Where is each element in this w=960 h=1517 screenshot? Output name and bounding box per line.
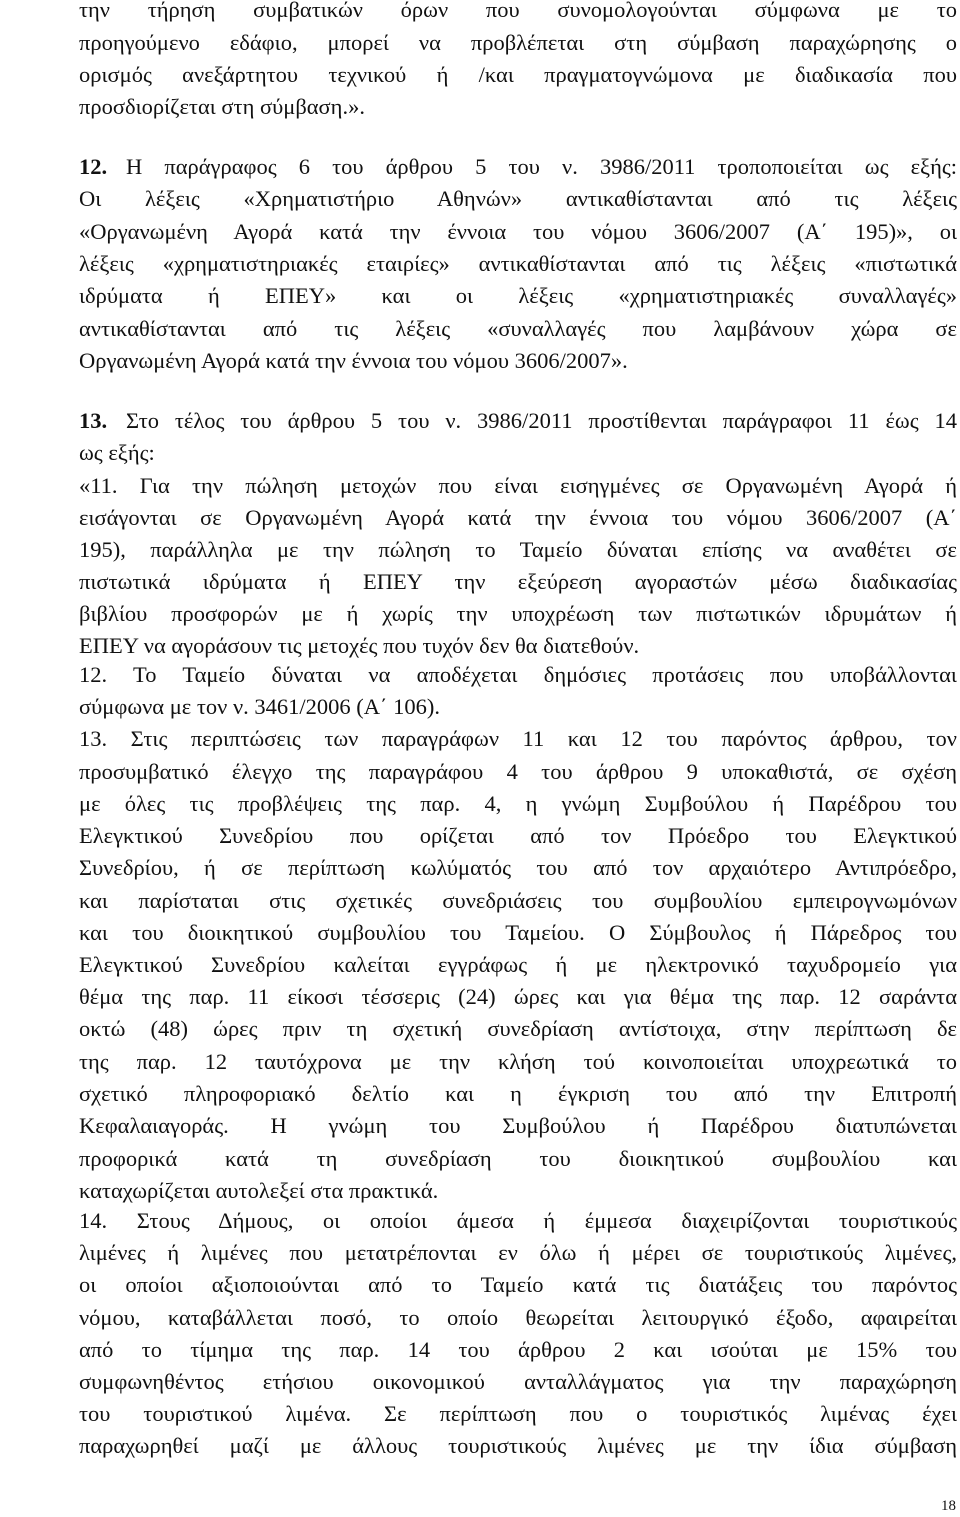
- text-line: της παρ. 12 ταυτόχρονα με την κλήση τού κοινοποιείται υποχρεωτικά το: [79, 1049, 957, 1074]
- text-line: νόμου, καταβάλλεται ποσό, το οποίο θεωρείται λειτουργικό έξοδο, αφαιρείται: [79, 1305, 957, 1330]
- item-number: 12.: [79, 154, 108, 179]
- text-line: οι οποίοι αξιοποιούνται από το Ταμείο κατά τις διατάξεις του παρόντος: [79, 1272, 957, 1297]
- text-line: «11. Για την πώληση μετοχών που είναι εισηγμένες σε Οργανωμένη Αγορά ή: [79, 473, 957, 498]
- text-line: προφορικά κατά τη συνεδρίαση του διοικητικού συμβουλίου και: [79, 1146, 957, 1171]
- page-number: 18: [941, 1498, 956, 1514]
- text-line: αντικαθίστανται από τις λέξεις «συναλλαγές που λαμβάνουν χώρα σε: [79, 316, 957, 341]
- item-number: 13.: [79, 408, 108, 433]
- text-line: 195), παράλληλα με την πώληση το Ταμείο δύναται επίσης να αναθέτει σε: [79, 537, 957, 562]
- text-line: συμφωνηθέντος ετήσιου οικονομικού ανταλλάγματος για την παραχώρηση: [79, 1369, 957, 1394]
- numbered-item-12: [79, 151, 957, 183]
- text-line: και παρίσταται στις σχετικές συνεδριάσεις του συμβουλίου εμπειρογνωμόνων: [79, 888, 957, 913]
- numbered-item-13: [79, 405, 957, 437]
- text-line: προσυμβατικό έλεγχο της παραγράφου 4 του άρθρου 9 υποκαθιστά, σε σχέση: [79, 759, 957, 784]
- text-line: προηγούμενο εδάφιο, μπορεί να προβλέπεται στη σύμβαση παραχώρησης ο: [79, 30, 957, 55]
- text-line: με όλες τις προβλέψεις της παρ. 4, η γνώμη Συμβούλου ή Παρέδρου του: [79, 791, 957, 816]
- text-line: και του διοικητικού συμβουλίου του Ταμείου. Ο Σύμβουλος ή Πάρεδρος του: [79, 920, 957, 945]
- text-line: 14. Στους Δήμους, οι οποίοι άμεσα ή έμμεσα διαχειρίζονται τουριστικούς: [79, 1208, 957, 1233]
- text-line: «Οργανωμένη Αγορά κατά την έννοια του νόμου 3606/2007 (Α΄ 195)», οι: [79, 219, 957, 244]
- text-line: 13. Στις περιπτώσεις των παραγράφων 11 και 12 του παρόντος άρθρου, τον: [79, 726, 957, 751]
- text-line: καταχωρίζεται αυτολεξεί στα πρακτικά.: [79, 1178, 439, 1203]
- text-line: οκτώ (48) ώρες πριν τη σχετική συνεδρίαση αντίστοιχα, στην περίπτωση δε: [79, 1016, 957, 1041]
- text-line: ΕΠΕΥ να αγοράσουν τις μετοχές που τυχόν δεν θα διατεθούν.: [79, 633, 640, 658]
- text-line: βιβλίου προσφορών με ή χωρίς την υποχρέωση των πιστωτικών ιδρυμάτων ή: [79, 601, 957, 626]
- text-line: ως εξής:: [79, 440, 155, 465]
- text-line: του τουριστικού λιμένα. Σε περίπτωση που ο τουριστικός λιμένας έχει: [79, 1401, 957, 1426]
- text-line: προσδιορίζεται στη σύμβαση.».: [79, 94, 365, 119]
- item-heading: Η παράγραφος 6 του άρθρου 5 του ν. 3986/2011 τροποποιείται ως εξής:: [126, 154, 957, 179]
- text-line: Συνεδρίου, ή σε περίπτωση κωλύματός του από τον αρχαιότερο Αντιπρόεδρο,: [79, 855, 957, 880]
- text-line: Ελεγκτικού Συνεδρίου καλείται εγγράφως ή με ηλεκτρονικό ταχυδρομείο για: [79, 952, 957, 977]
- text-line: εισάγονται σε Οργανωμένη Αγορά κατά την έννοια του νόμου 3606/2007 (Α΄: [79, 505, 957, 530]
- text-line: Κεφαλαιαγοράς. Η γνώμη του Συμβούλου ή Παρέδρου διατυπώνεται: [79, 1113, 957, 1138]
- text-line: λιμένες ή λιμένες που μετατρέπονται εν όλω ή μέρει σε τουριστικούς λιμένες,: [79, 1240, 957, 1265]
- text-line: πιστωτικά ιδρύματα ή ΕΠΕΥ την εξεύρεση αγοραστών μέσω διαδικασίας: [79, 569, 957, 594]
- text-line: Ελεγκτικού Συνεδρίου που ορίζεται από τον Πρόεδρο του Ελεγκτικού: [79, 823, 957, 848]
- text-line: θέμα της παρ. 11 είκοσι τέσσερις (24) ώρες και για θέμα της παρ. 12 σαράντα: [79, 984, 957, 1009]
- text-line: παραχωρηθεί μαζί με άλλους τουριστικούς λιμένες με την ίδια σύμβαση: [79, 1433, 957, 1458]
- text-line: σύμφωνα με τον ν. 3461/2006 (Α΄ 106).: [79, 694, 440, 719]
- text-line: ορισμός ανεξάρτητου τεχνικού ή /και πραγματογνώμονα με διαδικασία που: [79, 62, 957, 87]
- item-heading: Στο τέλος του άρθρου 5 του ν. 3986/2011 προστίθενται παράγραφοι 11 έως 14: [126, 408, 957, 433]
- text-line: 12. Το Ταμείο δύναται να αποδέχεται δημόσιες προτάσεις που υποβάλλονται: [79, 662, 957, 687]
- text-line: Οι λέξεις «Χρηματιστήριο Αθηνών» αντικαθίστανται από τις λέξεις: [79, 186, 957, 211]
- text-line: ιδρύματα ή ΕΠΕΥ» και οι λέξεις «χρηματιστηριακές συναλλαγές»: [79, 283, 957, 308]
- text-line: Οργανωμένη Αγορά κατά την έννοια του νόμου 3606/2007».: [79, 348, 628, 373]
- text-line: λέξεις «χρηματιστηριακές εταιρίες» αντικαθίστανται από τις λέξεις «πιστωτικά: [79, 251, 957, 276]
- text-line: από το τίμημα της παρ. 14 του άρθρου 2 και ισούται με 15% του: [79, 1337, 957, 1362]
- text-line: την τήρηση συμβατικών όρων που συνομολογούνται σύμφωνα με το: [79, 0, 957, 22]
- text-line: σχετικό πληροφοριακό δελτίο και η έγκριση του από την Επιτροπή: [79, 1081, 957, 1106]
